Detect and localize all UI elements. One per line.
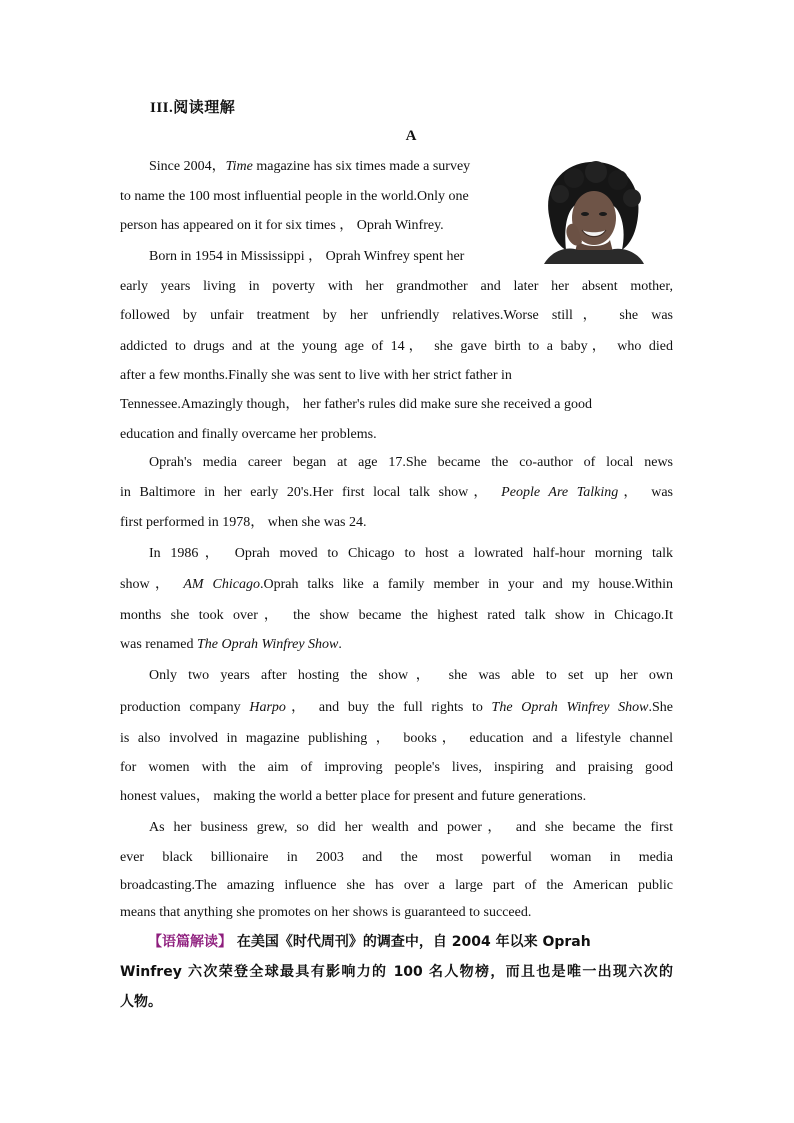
- paragraph-6-line-4: means that anything she promotes on her shows is guaranteed to succeed.: [120, 905, 532, 920]
- paragraph-3-line-1: Oprah's media career began at age 17.She became the co-author of local news: [149, 455, 673, 470]
- paragraph-5-line-4: for women with the aim of improving people's lives, inspiring and praising good: [120, 760, 673, 775]
- paragraph-3-line-3: first performed in 1978， when she was 24.: [120, 515, 367, 530]
- paragraph-4-line-4: was renamed The Oprah Winfrey Show.: [120, 637, 342, 652]
- paragraph-2-line-4: addicted to drugs and at the young age of 14， she gave birth to a baby， who died: [120, 339, 673, 354]
- analysis-label: 【语篇解读】: [148, 934, 232, 950]
- paragraph-1-line-2: to name the 100 most influential people in the world.Only one: [120, 189, 469, 204]
- paragraph-4-line-3: months she took over， the show became the highest rated talk show in Chicago.It: [120, 608, 673, 623]
- passage-label: A: [405, 128, 417, 144]
- analysis-line-2: Winfrey 六次荣登全球最具有影响力的 100 名人物榜，而且也是唯一出现六次的: [120, 964, 673, 980]
- paragraph-2-line-1: Born in 1954 in Mississippi ， Oprah Winfrey spent her: [149, 249, 465, 264]
- paragraph-3-line-2: in Baltimore in her early 20's.Her first local talk show， People Are Talking， was: [120, 485, 673, 500]
- paragraph-1-line-3: person has appeared on it for six times ， Oprah Winfrey.: [120, 218, 444, 233]
- paragraph-2-line-5: after a few months.Finally she was sent to live with her strict father in: [120, 368, 512, 383]
- analysis-line-1: 【语篇解读】 在美国《时代周刊》的调查中，自 2004 年以来 Oprah: [148, 934, 591, 950]
- paragraph-5-line-2: production company Harpo， and buy the full rights to The Oprah Winfrey Show.She: [120, 700, 673, 715]
- portrait-photo-icon: [538, 160, 648, 264]
- paragraph-1-line-1: Since 2004，Time magazine has six times made a survey: [149, 159, 471, 174]
- paragraph-5-line-3: is also involved in magazine publishing ， books， education and a lifestyle channel: [120, 731, 673, 746]
- paragraph-2-line-7: education and finally overcame her problems.: [120, 427, 377, 442]
- paragraph-5-line-5: honest values， making the world a better place for present and future generations.: [120, 789, 587, 804]
- paragraph-2-line-2: early years living in poverty with her grandmother and later her absent mother,: [120, 279, 673, 294]
- paragraph-6-line-3: broadcasting.The amazing influence she has over a large part of the American public: [120, 878, 673, 893]
- analysis-line-3: 人物。: [120, 994, 162, 1010]
- paragraph-6-line-2: ever black billionaire in 2003 and the most powerful woman in media: [120, 850, 673, 865]
- paragraph-2-line-6: Tennessee.Amazingly though， her father's rules did make sure she received a good: [120, 397, 592, 412]
- paragraph-5-line-1: Only two years after hosting the show， she was able to set up her own: [149, 668, 673, 683]
- section-title: III.阅读理解: [150, 100, 236, 116]
- paragraph-4-line-2: show， AM Chicago.Oprah talks like a family member in your and my house.Within: [120, 577, 673, 592]
- paragraph-2-line-3: followed by unfair treatment by her unfriendly relatives.Worse still， she was: [120, 308, 673, 323]
- paragraph-6-line-1: As her business grew, so did her wealth and power， and she became the first: [149, 820, 673, 835]
- paragraph-4-line-1: In 1986， Oprah moved to Chicago to host a lowrated half-hour morning talk: [149, 546, 673, 561]
